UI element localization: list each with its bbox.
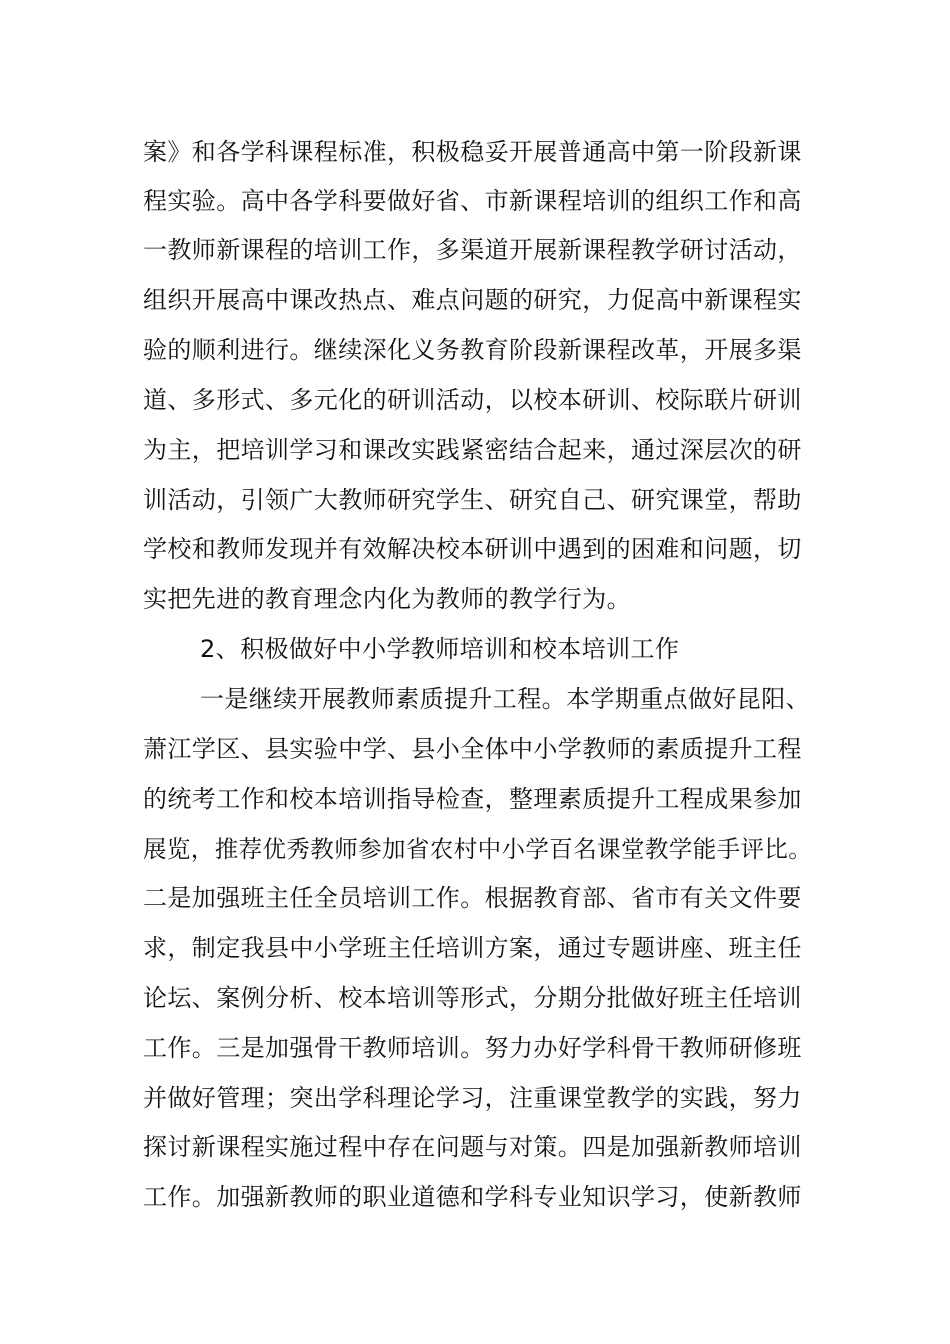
text-line: 程实验。高中各学科要做好省、市新课程培训的组织工作和高	[143, 187, 802, 215]
text-line: 萧江学区、县实验中学、县小全体中小学教师的素质提升工程	[143, 735, 802, 763]
text-line: 工作。三是加强骨干教师培训。努力办好学科骨干教师研修班	[143, 1034, 802, 1062]
text-line: 工作。加强新教师的职业道德和学科专业知识学习，使新教师	[143, 1183, 802, 1211]
text-line: 验的顺利进行。继续深化义务教育阶段新课程改革，开展多渠	[143, 336, 802, 364]
text-line: 为主，把培训学习和课改实践紧密结合起来，通过深层次的研	[143, 436, 802, 464]
text-line: 并做好管理；突出学科理论学习，注重课堂教学的实践，努力	[143, 1084, 802, 1112]
text-line: 实把先进的教育理念内化为教师的教学行为。	[143, 585, 631, 613]
text-line: 二是加强班主任全员培训工作。根据教育部、省市有关文件要	[143, 884, 802, 912]
text-line: 的统考工作和校本培训指导检查，整理素质提升工程成果参加	[143, 785, 802, 813]
text-line: 求，制定我县中小学班主任培训方案，通过专题讲座、班主任	[143, 934, 802, 962]
text-line: 案》和各学科课程标准，积极稳妥开展普通高中第一阶段新课	[143, 138, 802, 166]
paragraph-first-line: 一是继续开展教师素质提升工程。本学期重点做好昆阳、	[200, 685, 810, 713]
text-line: 道、多形式、多元化的研训活动，以校本研训、校际联片研训	[143, 386, 802, 414]
text-line: 学校和教师发现并有效解决校本研训中遇到的困难和问题，切	[143, 535, 802, 563]
text-line: 论坛、案例分析、校本培训等形式，分期分批做好班主任培训	[143, 984, 802, 1012]
text-line: 组织开展高中课改热点、难点问题的研究，力促高中新课程实	[143, 286, 802, 314]
text-line: 一教师新课程的培训工作，多渠道开展新课程教学研讨活动，	[143, 236, 802, 264]
text-line: 训活动，引领广大教师研究学生、研究自己、研究课堂，帮助	[143, 486, 802, 514]
text-line: 探讨新课程实施过程中存在问题与对策。四是加强新教师培训	[143, 1133, 802, 1161]
section-heading: 2、积极做好中小学教师培训和校本培训工作	[200, 635, 680, 663]
text-line: 展览，推荐优秀教师参加省农村中小学百名课堂教学能手评比。	[143, 835, 813, 863]
